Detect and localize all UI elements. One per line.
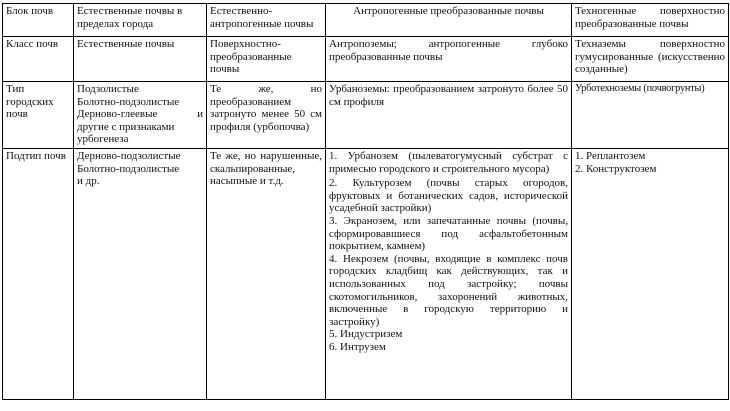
type-anthro: Урбаноземы: преобразованием затронуто более 50 см профиля <box>326 82 572 149</box>
type-row <box>3 82 729 149</box>
type-natural-line: Подзолистые <box>77 83 139 95</box>
subtype-label: Подтип почв <box>3 148 74 399</box>
subtype-anthro-item: 6. Интрузем <box>329 340 386 353</box>
header-blok: Блок почв <box>3 4 74 37</box>
subtype-techno <box>572 148 729 399</box>
type-natural-line: Дерново-глеевые и <box>77 108 203 121</box>
soil-classification-table <box>2 3 729 400</box>
type-natural-line: урбогенеза <box>77 133 129 146</box>
subtype-techno-item: 1. Реплантозем <box>575 149 646 162</box>
class-natural: Естественные почвы <box>74 37 207 82</box>
type-techno: Урботехноземы (почвогрунты) <box>572 82 729 149</box>
header-row <box>3 4 729 37</box>
class-row <box>3 37 729 82</box>
subtype-natural <box>74 148 207 399</box>
subtype-anthro-item: 4. Некрозем (почвы, входящие в комплекс почв городских кладбищ как действующих, так и использованных под застройку; почвы скотомогильников, захоронений животных, включенные в городскую территорию и застройку) <box>329 252 568 328</box>
subtype-anthro-item: 3. Экранозем, или запечатанные почвы (почвы, сформировавшиеся под асфальтобетонным покрытием, камнем) <box>329 214 568 253</box>
type-natural <box>74 82 207 149</box>
subtype-natural-line: Болотно-подзолистые <box>77 162 180 175</box>
subtype-natural-line: Дерново-подзолистые <box>77 149 181 162</box>
class-anthro: Антропоземы; антропогенные глубоко преобразованные почвы <box>326 37 572 82</box>
header-techno: Техногенные поверхностно преобразованные почвы <box>572 4 729 37</box>
subtype-anthro-item: 5. Индустризем <box>329 328 403 341</box>
subtype-anthro <box>326 148 572 399</box>
class-techno: Техназемы поверхностно гумусированные (искусственно созданные) <box>572 37 729 82</box>
subtype-natural-line: и др. <box>77 175 100 188</box>
header-anthro: Антропогенные преобразованные почвы <box>326 4 572 37</box>
type-label: Тип городских почв <box>3 82 74 149</box>
class-label: Класс почв <box>3 37 74 82</box>
subtype-techno-item: 2. Конструктозем <box>575 162 657 175</box>
type-natural-anthro: Те же, но преобразованием затронуто менее 50 см профиля (урбопочва) <box>207 82 326 149</box>
subtype-anthro-item: 2. Культурозем (почвы старых огородов, фруктовых и ботанических садов, исторической усадебной застройки) <box>329 177 568 215</box>
subtype-row <box>3 148 729 399</box>
header-natural: Естественные почвы в пределах города <box>74 4 207 37</box>
type-natural-line: Болотно-подзолистые <box>77 95 180 108</box>
class-natural-anthro: Поверхностно-преобразованные почвы <box>207 37 326 82</box>
header-natural-anthro: Естественно-антропогенные почвы <box>207 4 326 37</box>
subtype-anthro-item: 1. Урбанозем (пылеватогумусный субстрат с примесью городского и строительного мусора) <box>329 149 568 175</box>
type-natural-line: другие с признаками <box>77 120 175 133</box>
subtype-natural-anthro: Те же, но нарушенные, скальпированные, насыпные и т.д. <box>207 148 326 399</box>
